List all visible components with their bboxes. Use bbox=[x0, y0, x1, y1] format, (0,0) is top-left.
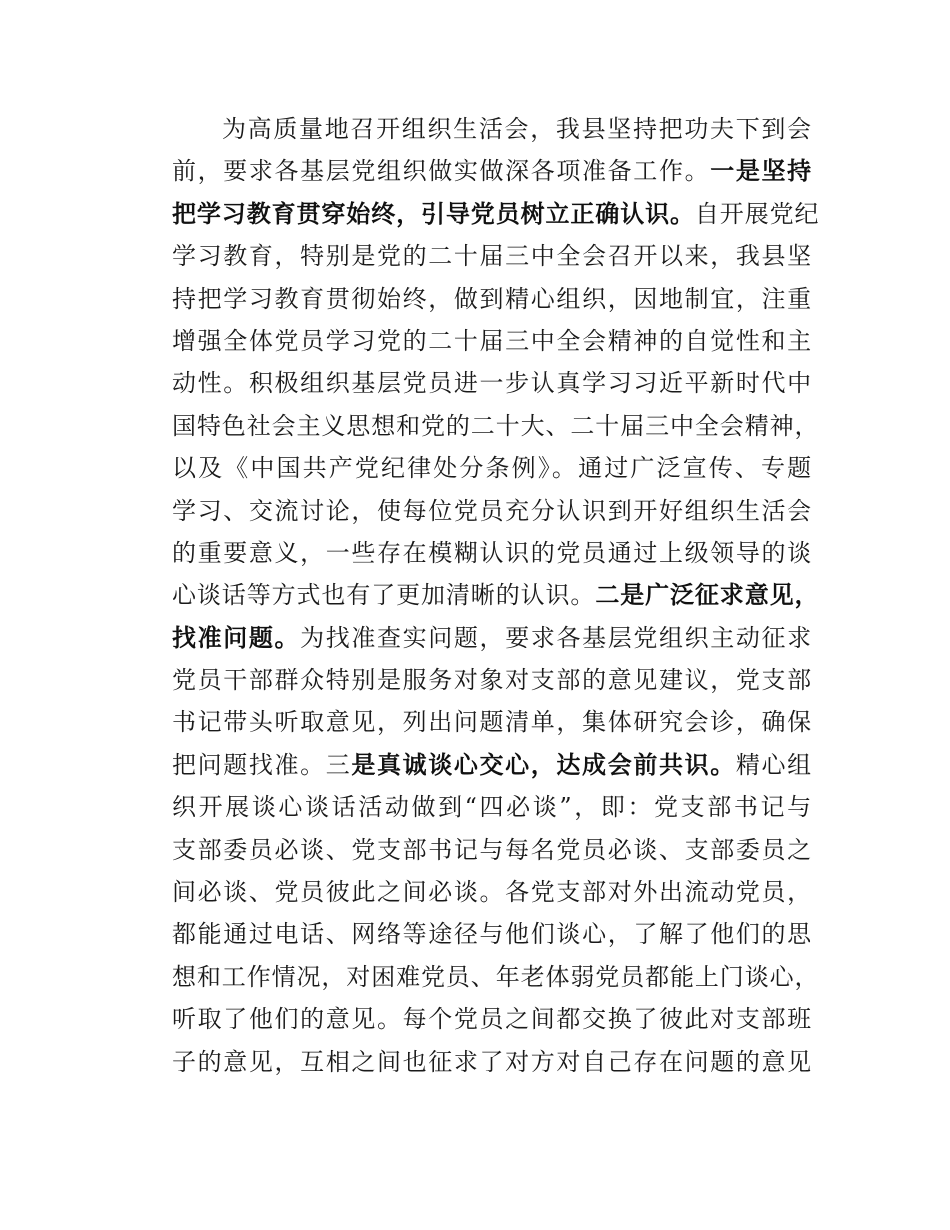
text-line bbox=[172, 786, 812, 828]
body-text: 精心组 bbox=[735, 750, 813, 779]
body-text: 学习教育，特别是党的二十届三中全会召开以来，我县坚 bbox=[172, 242, 812, 271]
text-line bbox=[172, 659, 812, 701]
body-text: 为找准查实问题，要求各基层党组织主动征求 bbox=[300, 623, 813, 652]
text-line bbox=[172, 235, 812, 277]
text-line bbox=[172, 617, 812, 659]
body-paragraph bbox=[172, 108, 820, 1083]
body-text: 听取了他们的意见。每个党员之间都交换了彼此对支部班 bbox=[172, 1005, 812, 1034]
text-line bbox=[172, 193, 820, 235]
body-text: 织开展谈心谈话活动做到“四必谈”，即：党支部书记与 bbox=[172, 793, 812, 822]
text-line bbox=[172, 362, 812, 404]
body-text: 支部委员必谈、党支部书记与每名党员必谈、支部委员之 bbox=[172, 835, 812, 864]
body-text: 间必谈、党员彼此之间必谈。各党支部对外出流动党员， bbox=[172, 878, 812, 907]
body-text: 动性。积极组织基层党员进一步认真学习习近平新时代中 bbox=[172, 369, 812, 398]
body-text: 增强全体党员学习党的二十届三中全会精神的自觉性和主 bbox=[172, 326, 812, 355]
text-line bbox=[172, 1041, 812, 1083]
text-line bbox=[172, 829, 812, 871]
text-line bbox=[172, 405, 820, 447]
text-line bbox=[172, 532, 812, 574]
body-text: 为高质量地召开组织生活会，我县坚持把功夫下到会 bbox=[222, 115, 812, 143]
text-line bbox=[172, 150, 812, 192]
text-line bbox=[172, 998, 812, 1040]
body-text: 国特色社会主义思想和党的二十大、二十届三中全会精神， bbox=[172, 411, 820, 440]
body-text: 持把学习教育贯彻始终，做到精心组织，因地制宜，注重 bbox=[172, 284, 812, 313]
text-line bbox=[172, 574, 820, 616]
body-text: 前，要求各基层党组织做实做深各项准备工作。 bbox=[172, 157, 711, 186]
body-text: 党员干部群众特别是服务对象对支部的意见建议，党支部 bbox=[172, 666, 812, 695]
body-text: 的重要意义，一些存在模糊认识的党员通过上级领导的谈 bbox=[172, 538, 812, 567]
bold-heading-text: 是真诚谈心交心，达成会前共识。 bbox=[351, 750, 736, 779]
text-line bbox=[172, 744, 812, 786]
body-text: 都能通过电话、网络等途径与他们谈心，了解了他们的思 bbox=[172, 920, 812, 949]
body-text: 子的意见，互相之间也征求了对方对自己存在问题的意见 bbox=[172, 1047, 812, 1076]
bold-heading-text: 找准问题。 bbox=[172, 623, 301, 652]
text-line bbox=[172, 278, 812, 320]
text-line bbox=[172, 447, 812, 489]
body-text: 想和工作情况，对困难党员、年老体弱党员都能上门谈心， bbox=[172, 962, 820, 991]
body-text: 书记带头听取意见，列出问题清单，集体研究会诊，确保 bbox=[172, 708, 812, 737]
text-line bbox=[172, 913, 812, 955]
text-line bbox=[172, 956, 820, 998]
body-text: 把问题找准。三 bbox=[172, 750, 352, 779]
body-text: 以及《中国共产党纪律处分条例》。通过广泛宣传、专题 bbox=[172, 454, 812, 483]
text-line bbox=[172, 320, 812, 362]
bold-heading-text: 把学习教育贯穿始终，引导党员树立正确认识。 bbox=[172, 199, 695, 228]
text-line bbox=[172, 871, 812, 913]
text-line bbox=[172, 108, 812, 150]
body-text: 自开展党纪 bbox=[694, 199, 820, 228]
body-text: 学习、交流讨论，使每位党员充分认识到开好组织生活会 bbox=[172, 496, 812, 525]
body-text: 心谈话等方式也有了更加清晰的认识。 bbox=[172, 581, 596, 610]
text-line bbox=[172, 490, 812, 532]
bold-heading-text: 一是坚持 bbox=[710, 157, 812, 186]
bold-heading-text: 二是广泛征求意见， bbox=[595, 581, 820, 610]
text-line bbox=[172, 701, 812, 743]
